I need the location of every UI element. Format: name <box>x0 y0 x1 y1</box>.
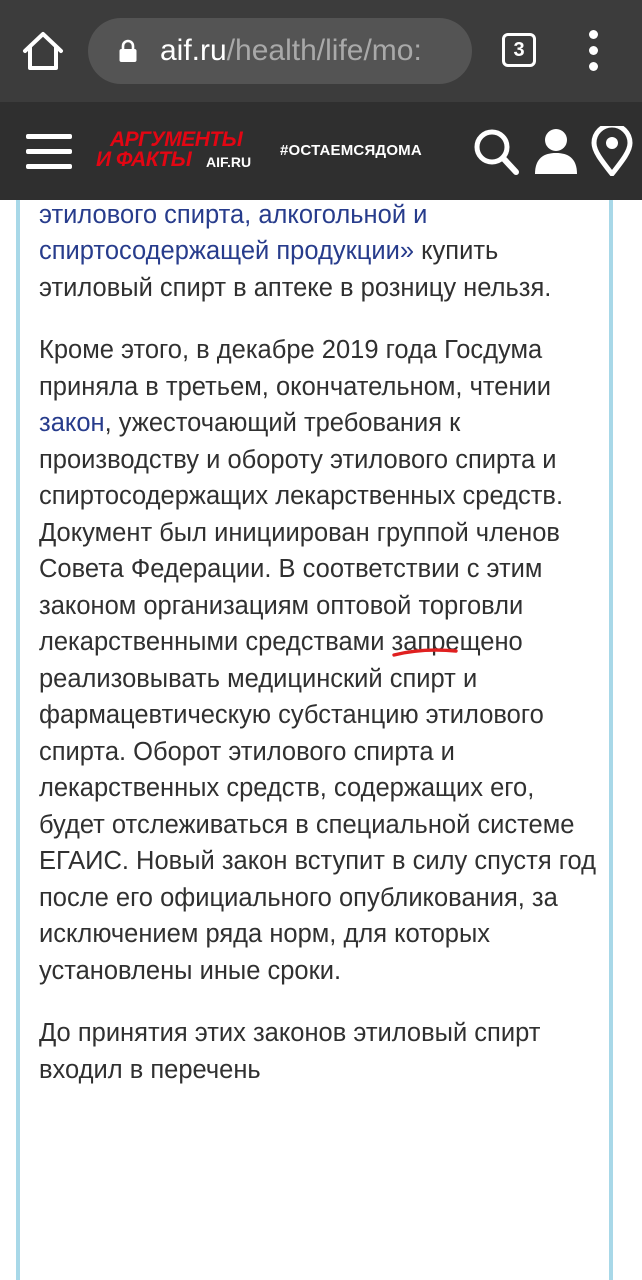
home-icon[interactable] <box>20 28 66 74</box>
zakon-link[interactable]: закон <box>39 409 105 437</box>
paragraph-3-text: До принятия этих законов этиловый спирт входил в перечень <box>39 1019 541 1084</box>
search-icon[interactable] <box>472 126 520 176</box>
menu-bar <box>26 149 72 154</box>
user-icon[interactable] <box>532 126 580 176</box>
location-icon[interactable] <box>588 126 636 176</box>
paragraph-2-end: реализовывать медицинский спирт и фармацевтическую субстанцию этилового спирта. Оборот этилового спирта и лекарственных средств, содержащих его, будет отслеживаться в специальной системе ЕГАИС. Новый закон вступит в силу спустя год после его официального опубликования, за исключением ряда норм, для которых установлены иные сроки. <box>39 664 596 985</box>
site-header <box>0 102 642 200</box>
more-vert-icon[interactable] <box>584 30 604 72</box>
paragraph-2-intro: Кроме этого, в декабре 2019 года Госдума приняла в третьем, окончательном, чтении <box>39 336 552 401</box>
url-path: /health/life/mo: <box>226 34 422 67</box>
url-host: aif.ru <box>160 34 227 67</box>
tab-count: 3 <box>513 39 525 61</box>
paragraph-2 <box>39 332 605 989</box>
menu-dot <box>589 30 598 39</box>
menu-bar <box>26 134 72 139</box>
menu-dot <box>589 46 598 55</box>
browser-toolbar <box>0 0 642 102</box>
highlighted-word <box>392 624 523 661</box>
logo-line2: И ФАКТЫ <box>96 148 192 171</box>
frame-border-right <box>609 200 613 1280</box>
paragraph-1 <box>39 200 605 306</box>
logo-domain: AIF.RU <box>206 154 252 170</box>
paragraph-1-text: купить этиловый спирт в аптеке в розницу нельзя. <box>39 237 552 302</box>
address-bar[interactable] <box>88 18 472 84</box>
highlighted-word-text: запрещено <box>391 628 523 656</box>
url-text <box>160 34 422 68</box>
paragraph-3 <box>39 1015 605 1088</box>
law-link[interactable]: этилового спирта, алкогольной и спиртосодержащей продукции» <box>39 200 428 265</box>
lock-icon <box>118 39 138 63</box>
tab-switcher-button[interactable] <box>502 33 536 67</box>
article-viewport <box>0 200 642 1280</box>
paragraph-2-middle: , ужесточающий требования к производству и обороту этилового спирта и спиртосодержащих лекарственных средств. Документ был инициирован группой членов Совета Федерации. В соответствии с этим законом организациям оптовой торговли лекарственными средствами <box>39 409 564 656</box>
logo-line1: АРГУМЕНТЫ <box>110 128 243 151</box>
menu-dot <box>589 62 598 71</box>
site-logo[interactable] <box>96 128 272 174</box>
menu-bar <box>26 164 72 169</box>
hashtag-link[interactable]: #ОСТАЕМСЯДОМА <box>280 142 422 159</box>
frame-border-left <box>16 200 20 1280</box>
article-body <box>39 200 605 1114</box>
menu-icon[interactable] <box>26 134 72 170</box>
